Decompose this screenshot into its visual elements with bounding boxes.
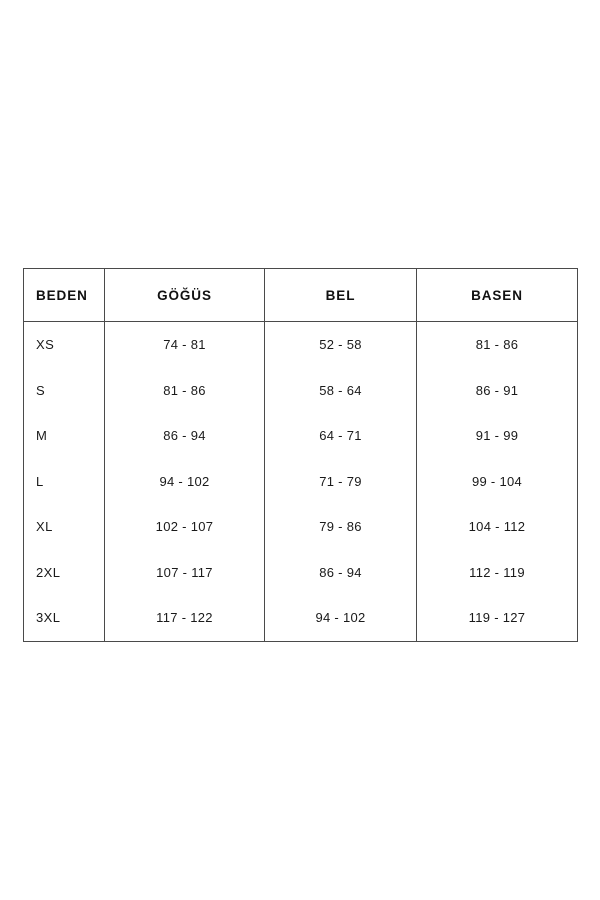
cell-basen: 91 - 99 [417,413,578,459]
table-body [24,322,578,642]
cell-bel: 58 - 64 [265,368,417,414]
cell-beden: XS [24,322,105,368]
column-header-beden: BEDEN [24,269,105,322]
cell-beden: L [24,459,105,505]
table-header-row [24,269,578,322]
table-row [24,368,578,414]
table-row [24,504,578,550]
cell-basen: 86 - 91 [417,368,578,414]
cell-basen: 112 - 119 [417,550,578,596]
cell-beden: M [24,413,105,459]
cell-bel: 86 - 94 [265,550,417,596]
cell-gogus: 81 - 86 [105,368,265,414]
cell-bel: 79 - 86 [265,504,417,550]
cell-bel: 64 - 71 [265,413,417,459]
table-row [24,595,578,641]
column-header-gogus: GÖĞÜS [105,269,265,322]
size-chart-container [23,268,577,642]
table-row [24,550,578,596]
cell-basen: 104 - 112 [417,504,578,550]
column-header-basen: BASEN [417,269,578,322]
cell-gogus: 117 - 122 [105,595,265,641]
cell-beden: S [24,368,105,414]
cell-bel: 52 - 58 [265,322,417,368]
cell-bel: 71 - 79 [265,459,417,505]
cell-basen: 99 - 104 [417,459,578,505]
size-chart-table [23,268,578,642]
cell-gogus: 86 - 94 [105,413,265,459]
table-header [24,269,578,322]
cell-basen: 81 - 86 [417,322,578,368]
table-row [24,459,578,505]
cell-beden: XL [24,504,105,550]
cell-bel: 94 - 102 [265,595,417,641]
cell-beden: 2XL [24,550,105,596]
cell-gogus: 107 - 117 [105,550,265,596]
table-row [24,322,578,368]
cell-gogus: 74 - 81 [105,322,265,368]
cell-gogus: 94 - 102 [105,459,265,505]
cell-gogus: 102 - 107 [105,504,265,550]
column-header-bel: BEL [265,269,417,322]
cell-basen: 119 - 127 [417,595,578,641]
cell-beden: 3XL [24,595,105,641]
table-row [24,413,578,459]
